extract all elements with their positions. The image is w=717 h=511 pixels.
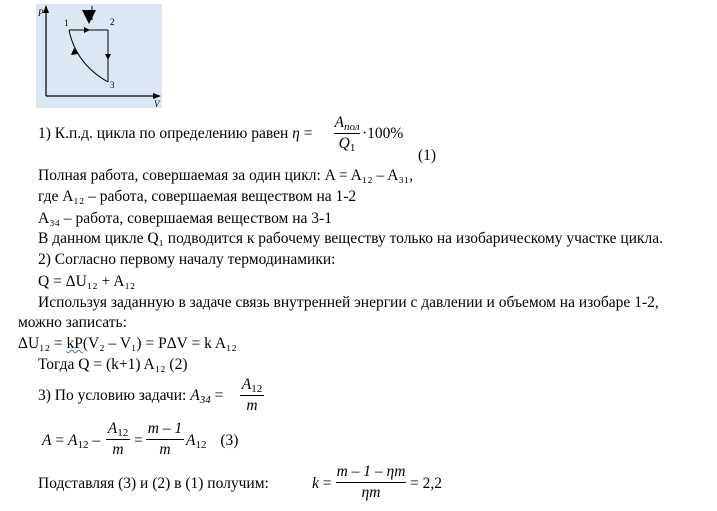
equation-number-1: (1) — [418, 147, 437, 164]
a34-symbol: A — [190, 387, 200, 404]
a-equals-1: = — [55, 432, 65, 449]
frac4-den: m — [159, 440, 171, 458]
frac5-den: ηm — [361, 483, 381, 501]
frac2-num-sub: 12 — [251, 383, 263, 395]
pv-cycle-diagram — [36, 4, 162, 108]
line-a-expression-right — [186, 433, 238, 449]
frac3-num-a: A — [107, 420, 118, 437]
point-label-3: 3 — [110, 80, 115, 90]
line-using-relation: Используя заданную в задаче связь внутренней энергии с давлении и объемом на изобаре 1-2, — [38, 294, 659, 311]
frac5-num: m – 1 – ηm — [336, 463, 406, 480]
frac3-num-sub: 12 — [117, 427, 129, 439]
a34-sub: 34 — [199, 394, 211, 406]
line-total-work: Полная работа, совершаемая за один цикл: A = A₁₂ – A₃₁, — [38, 167, 414, 184]
delta-u-lhs: ΔU₁₂ = — [18, 335, 67, 352]
line-first-law: 2) Согласно первому началу термодинамики: — [38, 251, 336, 268]
a12-sub: 12 — [77, 439, 89, 451]
diagram-background — [36, 4, 162, 108]
minus-sign: – — [92, 432, 101, 449]
fraction-k-result — [336, 464, 406, 500]
equals-sign: = — [303, 125, 313, 142]
axis-label-p: P — [38, 8, 44, 18]
fraction-bar — [146, 439, 184, 440]
point-label-1: 1 — [64, 18, 69, 28]
percent-factor: ·100% — [362, 125, 404, 142]
a-symbol: A — [42, 432, 52, 449]
tail-a12-sub: 12 — [195, 439, 207, 451]
kp-term: kP — [66, 335, 83, 352]
line-delta-u — [18, 336, 237, 352]
axis-label-v: V — [154, 99, 160, 108]
frac-num-a: A — [334, 114, 344, 131]
frac-den-sub: 1 — [349, 141, 356, 154]
line-a-expression-left — [42, 433, 100, 449]
frac-den-q: Q — [338, 134, 350, 152]
eta-symbol: η — [292, 125, 300, 142]
a34-equals: = — [214, 387, 224, 404]
frac2-num-a: A — [241, 376, 252, 393]
k-symbol: k — [312, 475, 319, 492]
line-condition — [38, 388, 223, 404]
frac-num-sub: пол — [343, 121, 360, 133]
fraction-a-useful-over-q1 — [334, 114, 360, 154]
frac2-den-m: m — [246, 396, 258, 414]
line-efficiency-definition — [38, 126, 312, 142]
a-equals-2: = — [134, 432, 143, 449]
fraction-bar — [336, 482, 406, 483]
tail-a12-symbol: A — [186, 432, 196, 449]
line-substituting: Подставляя (3) и (2) в (1) получим: — [38, 475, 269, 492]
condition-text: 3) По условию задачи: — [38, 387, 187, 404]
fraction-m-minus-1-over-m — [146, 421, 184, 457]
frac4-num: m – 1 — [147, 420, 183, 437]
line-work-12: где A₁₂ – работа, совершаемая веществом на 1-2 — [38, 188, 357, 205]
a12-symbol: A — [67, 432, 78, 449]
line-q-result: Тогда Q = (k+1) A₁₂ (2) — [38, 356, 188, 373]
line-can-write: можно записать: — [18, 314, 127, 331]
k-lhs — [312, 476, 332, 492]
fraction-a12-over-m — [240, 377, 264, 413]
equation-number-3: (3) — [220, 432, 239, 449]
line-work-34: A₃₄ – работа, совершаемая веществом на 3-1 — [38, 210, 332, 227]
efficiency-text: 1) К.п.д. цикла по определению равен — [38, 125, 289, 142]
line-heat-supplied: В данном цикле Q₁ подводится к рабочему веществу только на изобарическому участке цикла. — [38, 230, 663, 247]
delta-u-rhs: (V₂ – V₁) = PΔV = k A₁₂ — [82, 335, 237, 352]
k-result-value: = 2,2 — [410, 475, 442, 492]
line-q-equation: Q = ΔU₁₂ + A₁₂ — [38, 273, 136, 290]
frac3-den-m: m — [112, 440, 124, 458]
k-equals: = — [322, 475, 332, 492]
point-label-2: 2 — [110, 17, 115, 27]
fraction-a12-over-m-2 — [106, 421, 130, 457]
